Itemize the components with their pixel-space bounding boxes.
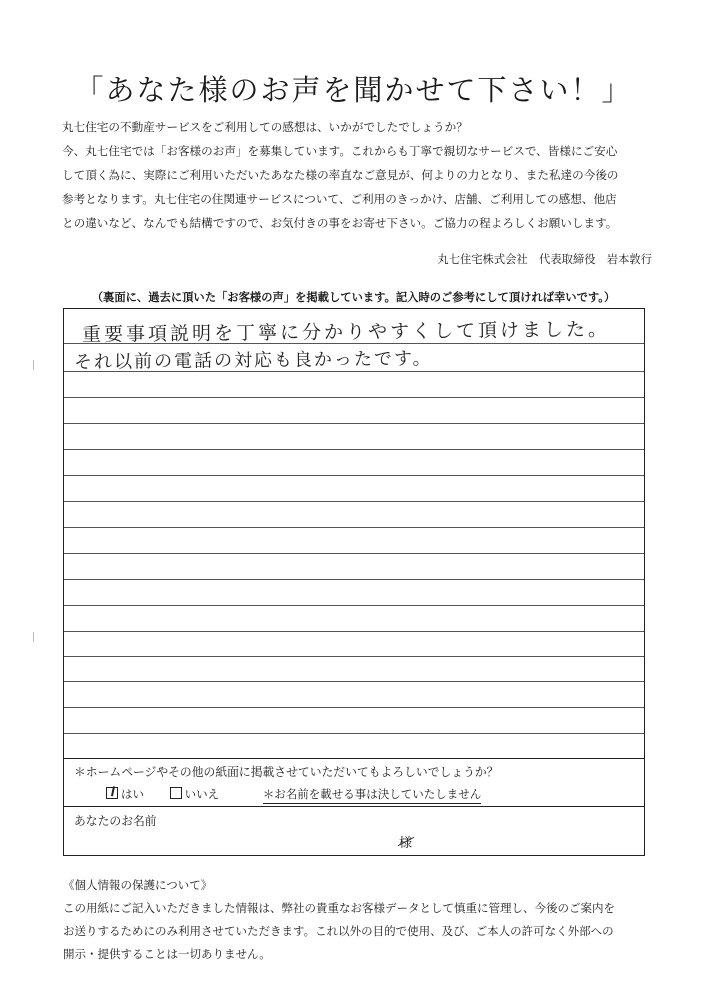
consent-yes-option[interactable]: はい	[106, 786, 144, 802]
page-title: 「あなた様のお声を聞かせて下さい！」	[74, 73, 633, 107]
binding-mark	[33, 360, 37, 370]
privacy-heading: 《個人情報の保護について》	[63, 878, 213, 892]
binding-mark	[33, 632, 37, 642]
handwritten-comment-line: それ以前の電話の対応も良かったです。	[73, 348, 433, 373]
privacy-section	[63, 874, 615, 966]
name-label: あなたのお名前	[74, 814, 157, 828]
intro-line: 参考となります。丸七住宅の住関連サービスについて、ご利用のきっかけ、店舗、ご利用しての感想、他店	[62, 192, 617, 206]
divider	[64, 806, 644, 807]
privacy-line: お送りするためにのみ利用させていただきます。これ以外の目的で使用、及び、ご本人の許可なく外部への	[63, 924, 614, 938]
company-signature: 丸七住宅株式会社 代表取締役 岩本敦行	[437, 253, 652, 266]
name-not-published-note: ＊お名前を載せる事は決していたしません	[263, 786, 482, 804]
consent-options	[106, 786, 481, 804]
intro-line: との違いなど、なんでも結構ですので、お気付きの事をお寄せ下さい。ご協力の程よろしくお願いします。	[62, 216, 618, 230]
checkbox-icon[interactable]	[170, 787, 182, 799]
divider	[64, 758, 644, 759]
checkbox-checked-icon[interactable]	[106, 787, 118, 799]
consent-no-option[interactable]: いいえ	[170, 786, 220, 802]
feedback-form	[63, 308, 645, 856]
handwritten-comment-line: 重要事項説明を丁寧に分かりやすくして頂けました。	[81, 318, 611, 346]
intro-text	[62, 115, 662, 235]
intro-line: 丸七住宅の不動産サービスをご利用しての感想は、いかがでしたでしょうか？	[62, 120, 468, 134]
intro-line: 今、丸七住宅では「お客様のお声」を募集しています。これからも丁寧で親切なサービスで、皆様にご安心	[62, 144, 618, 158]
reference-notice: （裏面に、過去に頂いた「お客様の声」を掲載しています。記入時のご参考にして頂ければ幸いです。）	[91, 291, 616, 304]
privacy-line: この用紙にご記入いただきました情報は、弊社の貴重なお客様データとして慎重に管理し、今後のご案内を	[63, 901, 615, 915]
ruled-comment-area[interactable]	[64, 309, 644, 758]
publish-consent-question: ＊ホームページやその他の紙面に掲載させていただいてもよろしいでしょうか？	[74, 765, 499, 779]
privacy-line: 開示・提供することは一切ありません。	[63, 947, 271, 961]
intro-line: して頂く為に、実際にご利用いただいたあなた様の率直なご意見が、何よりの力となり、また私達の今後の	[62, 168, 619, 182]
name-suffix: 様	[399, 832, 412, 851]
